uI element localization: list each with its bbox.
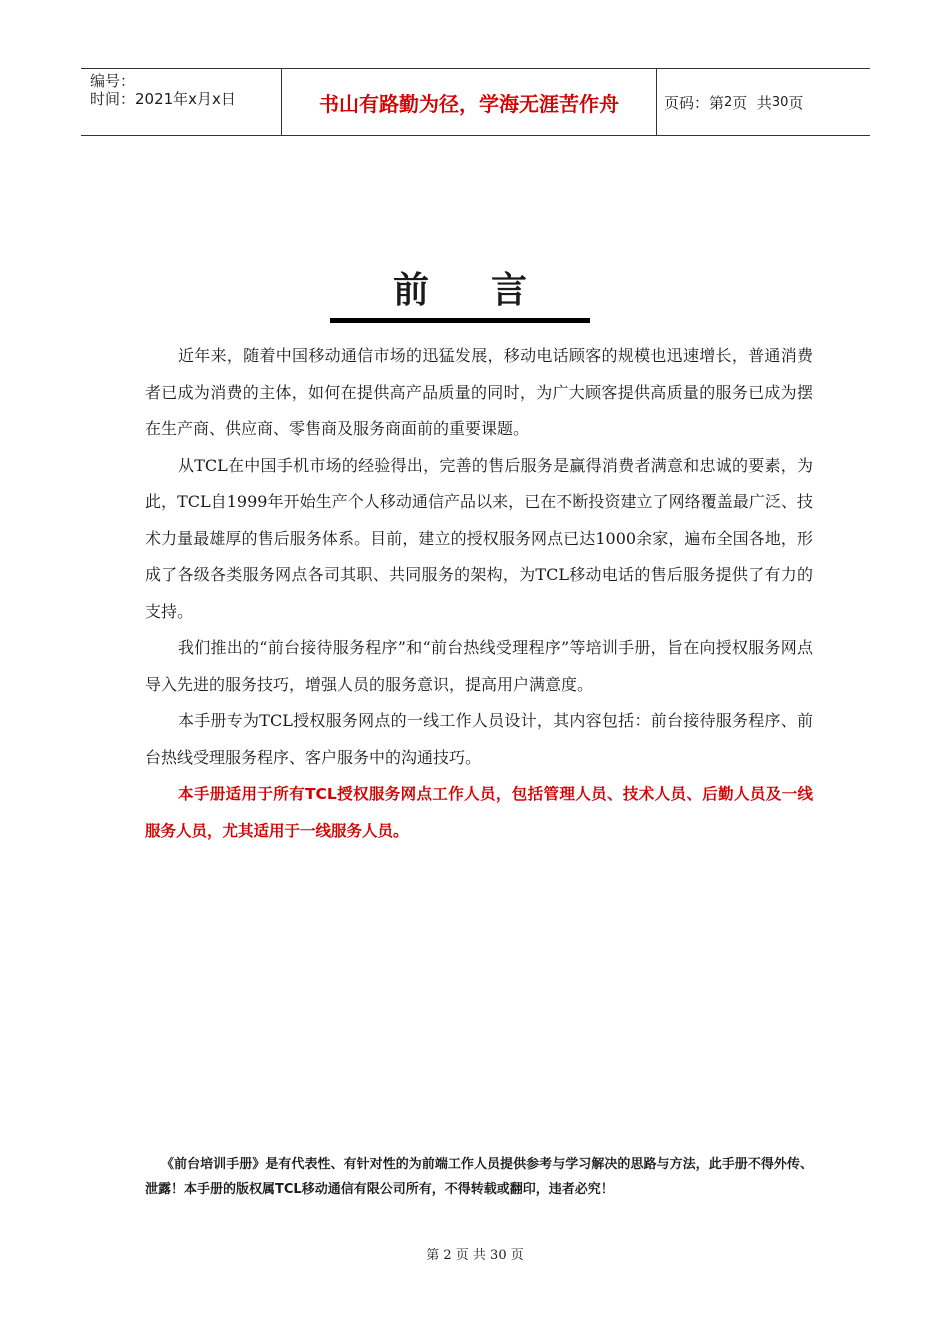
paragraph: 本手册专为TCL授权服务网点的一线工作人员设计，其内容包括：前台接待服务程序、前台热线受理服务程序、客户服务中的沟通技巧。 [145,711,813,767]
header-number: 编号： [90,72,136,90]
copyright-text: 《前台培训手册》是有代表性、有针对性的为前端工作人员提供参考与学习解决的思路与方法，此手册不得外传、泄露！本手册的版权属TCL移动通信有限公司所有，不得转载或翻印，违者必究！ [145,1157,813,1197]
header-meta [81,69,282,135]
title-char-right: 言 [491,270,528,311]
paragraph: 我们推出的“前台接待服务程序”和“前台热线受理程序”等培训手册，旨在向授权服务网点导入先进的服务技巧，增强人员的服务意识，提高用户满意度。 [145,638,813,694]
preface-body [145,338,813,849]
paragraph: 近年来，随着中国移动通信市场的迅猛发展，移动电话顾客的规模也迅速增长，普通消费者已成为消费的主体，如何在提供高产品质量的同时，为广大顾客提供高质量的服务已成为摆在生产商、供应商、零售商及服务商面前的重要课题。 [145,346,813,438]
header-page-num: 2 [724,94,733,110]
page-title [330,262,590,313]
highlight-paragraph: 本手册适用于所有TCL授权服务网点工作人员，包括管理人员、技术人员、后勤人员及一线服务人员，尤其适用于一线服务人员。 [145,785,813,840]
header-motto: 书山有路勤为径，学海无涯苦作舟 [282,69,657,135]
title-char-left: 前 [392,270,429,311]
header-page-mid: 页 共 [732,93,772,112]
copyright-note [145,1152,813,1202]
page-footer: 第 2 页 共 30 页 [426,1248,524,1263]
document-header [81,68,870,136]
title-underline [330,318,590,323]
paragraph: 从TCL在中国手机市场的经验得出，完善的售后服务是赢得消费者满意和忠诚的要素，为此，TCL自1999年开始生产个人移动通信产品以来，已在不断投资建立了网络覆盖最广泛、技术力量最雄厚的售后服务体系。目前，建立的授权服务网点已达1000余家，遍布全国各地，形成了各级各类服务网点各司其职、共同服务的架构，为TCL移动电话的售后服务提供了有力的支持。 [145,455,813,621]
header-page-total: 30 [771,94,789,110]
header-time: 时间：2021年x月x日 [90,90,236,108]
header-page-info [657,69,870,135]
header-page-prefix: 页码：第 [664,93,725,112]
header-page-suffix: 页 [788,93,804,112]
